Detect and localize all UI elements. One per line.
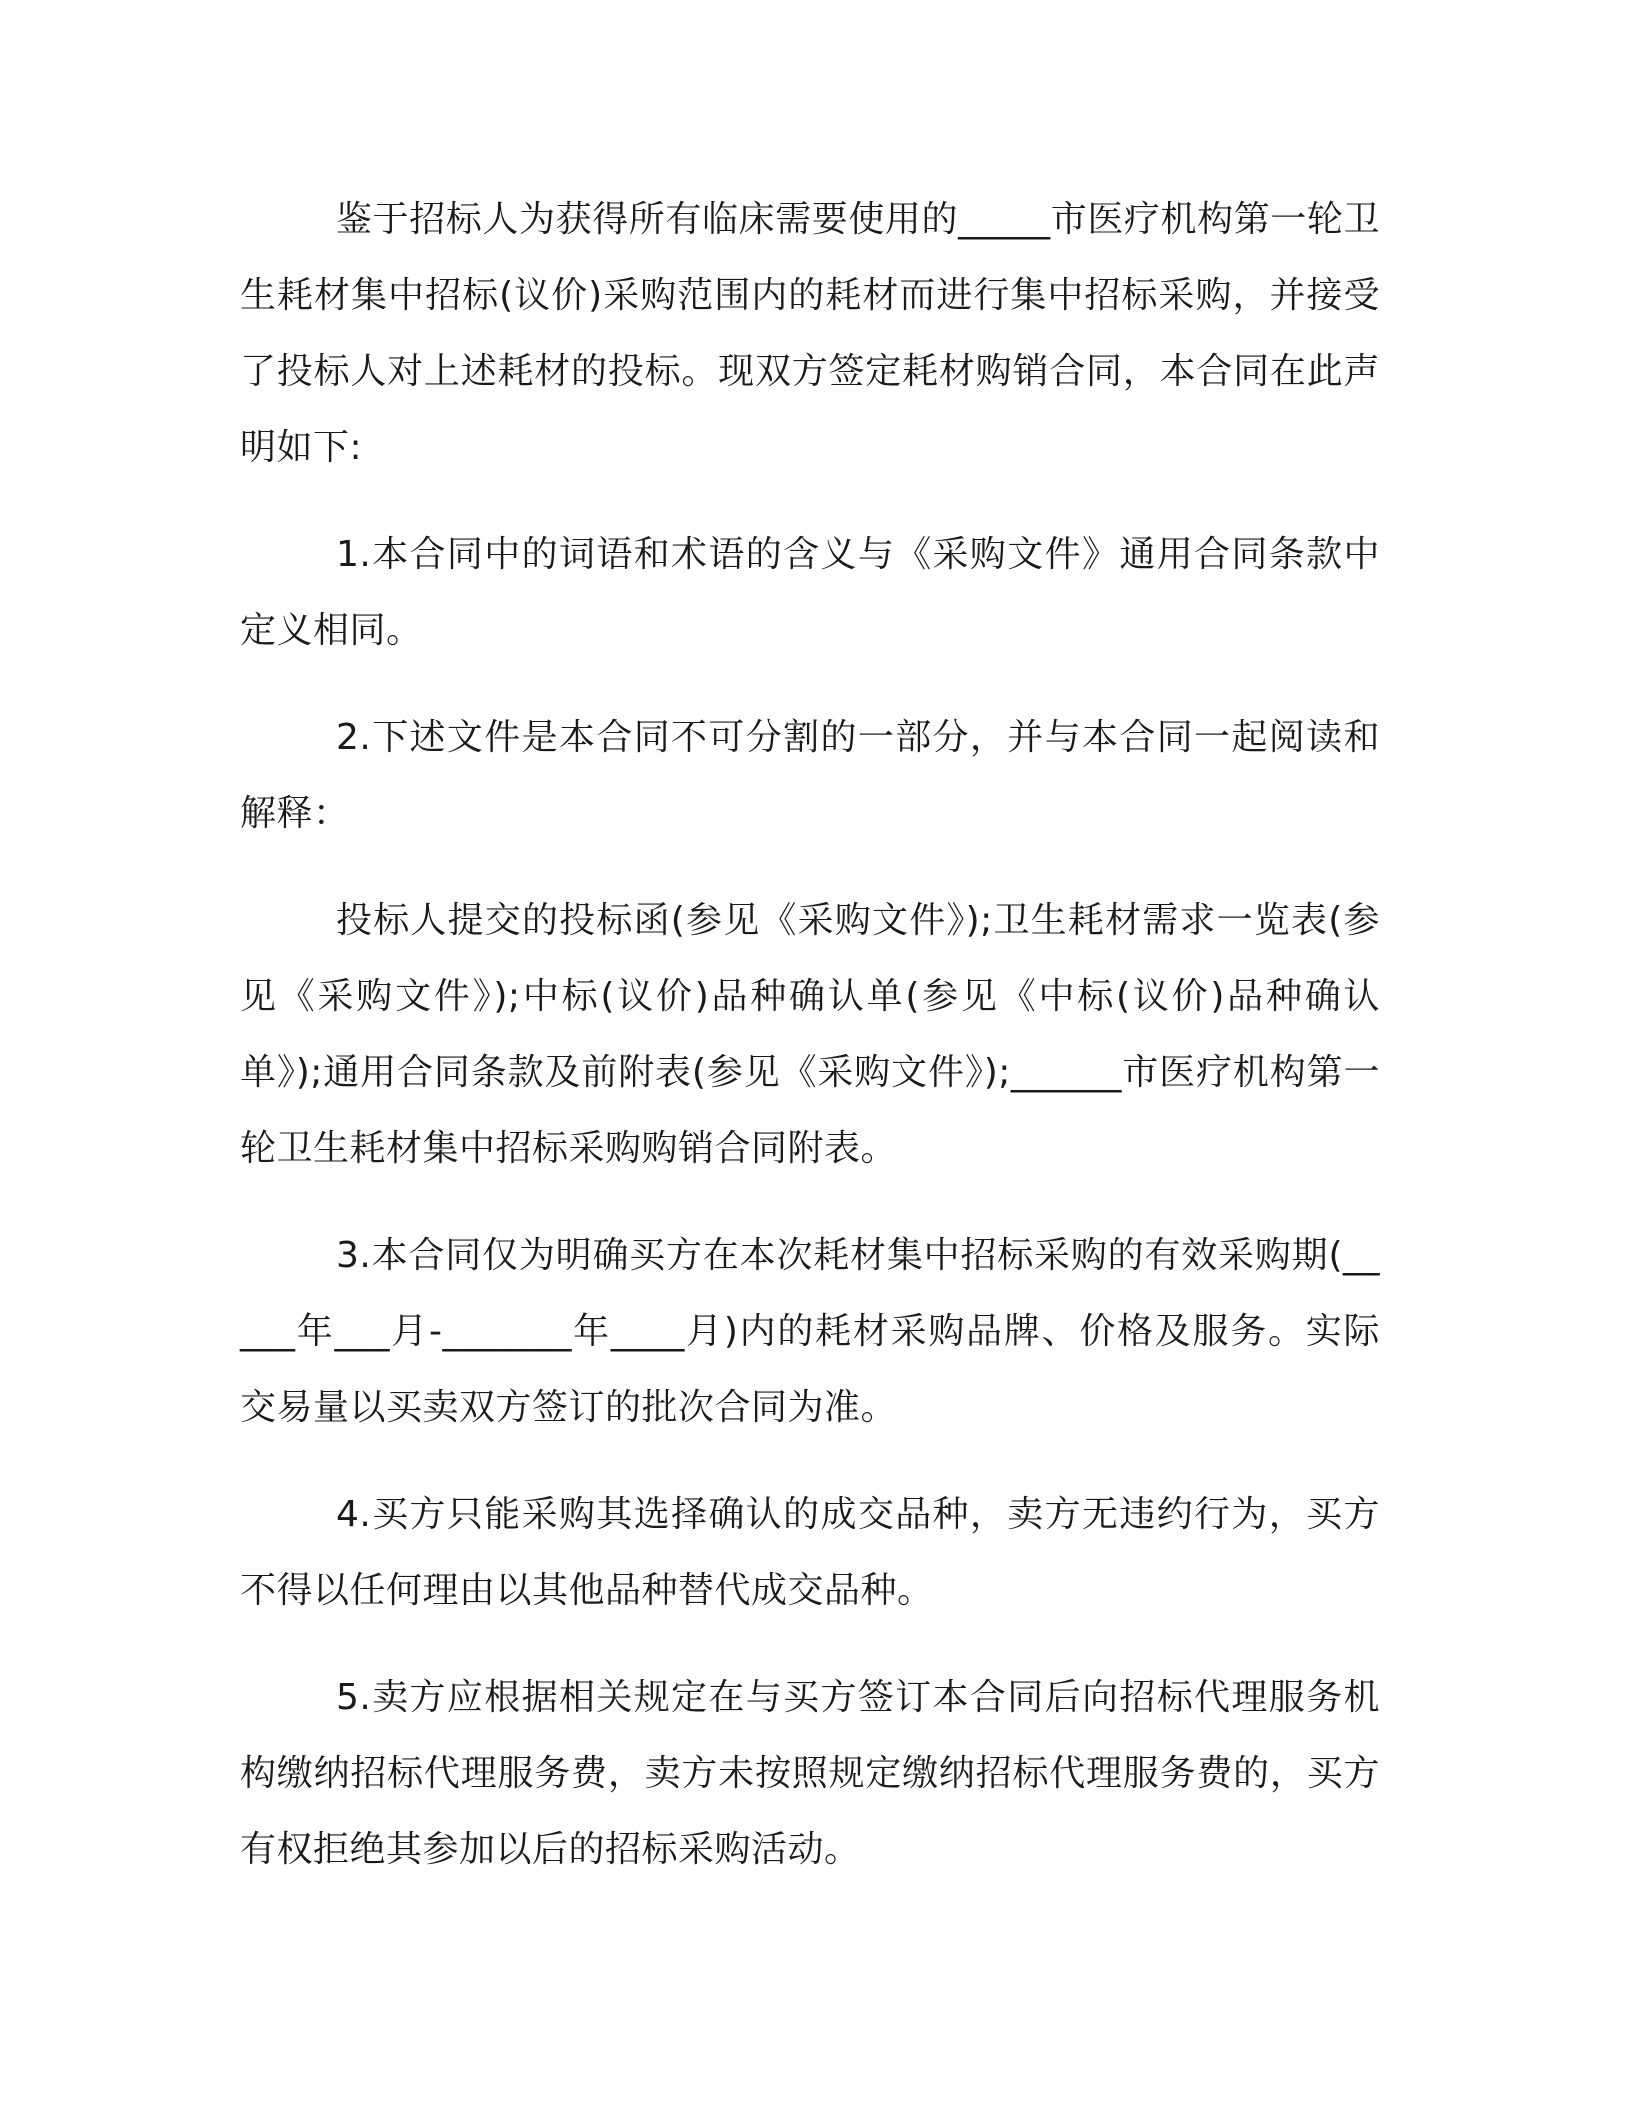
clause-4-paragraph: 4.买方只能采购其选择确认的成交品种，卖方无违约行为，买方不得以任何理由以其他品种替代成交品种。 [240, 1494, 1380, 1611]
document-body [240, 182, 1380, 1919]
document-list-paragraph: 投标人提交的投标函(参见《采购文件》);卫生耗材需求一览表(参见《采购文件》);中标(议价)品种确认单(参见《中标(议价)品种确认单》);通用合同条款及前附表(参见《采购文件》);______市医疗机构第一轮卫生耗材集中招标采购购销合同附表。 [240, 900, 1380, 1169]
clause-2-paragraph: 2.下述文件是本合同不可分割的一部分，并与本合同一起阅读和解释： [240, 717, 1380, 834]
clause-1-paragraph: 1.本合同中的词语和术语的含义与《采购文件》通用合同条款中定义相同。 [240, 534, 1380, 651]
clause-3-paragraph: 3.本合同仅为明确买方在本次耗材集中招标采购的有效采购期(_____年___月-_______年____月)内的耗材采购品牌、价格及服务。实际交易量以买卖双方签订的批次合同为准。 [240, 1235, 1380, 1428]
clause-5-paragraph: 5.卖方应根据相关规定在与买方签订本合同后向招标代理服务机构缴纳招标代理服务费，卖方未按照规定缴纳招标代理服务费的，买方有权拒绝其参加以后的招标采购活动。 [240, 1677, 1380, 1870]
preamble-paragraph: 鉴于招标人为获得所有临床需要使用的_____市医疗机构第一轮卫生耗材集中招标(议价)采购范围内的耗材而进行集中招标采购，并接受了投标人对上述耗材的投标。现双方签定耗材购销合同，本合同在此声明如下: [240, 199, 1380, 468]
